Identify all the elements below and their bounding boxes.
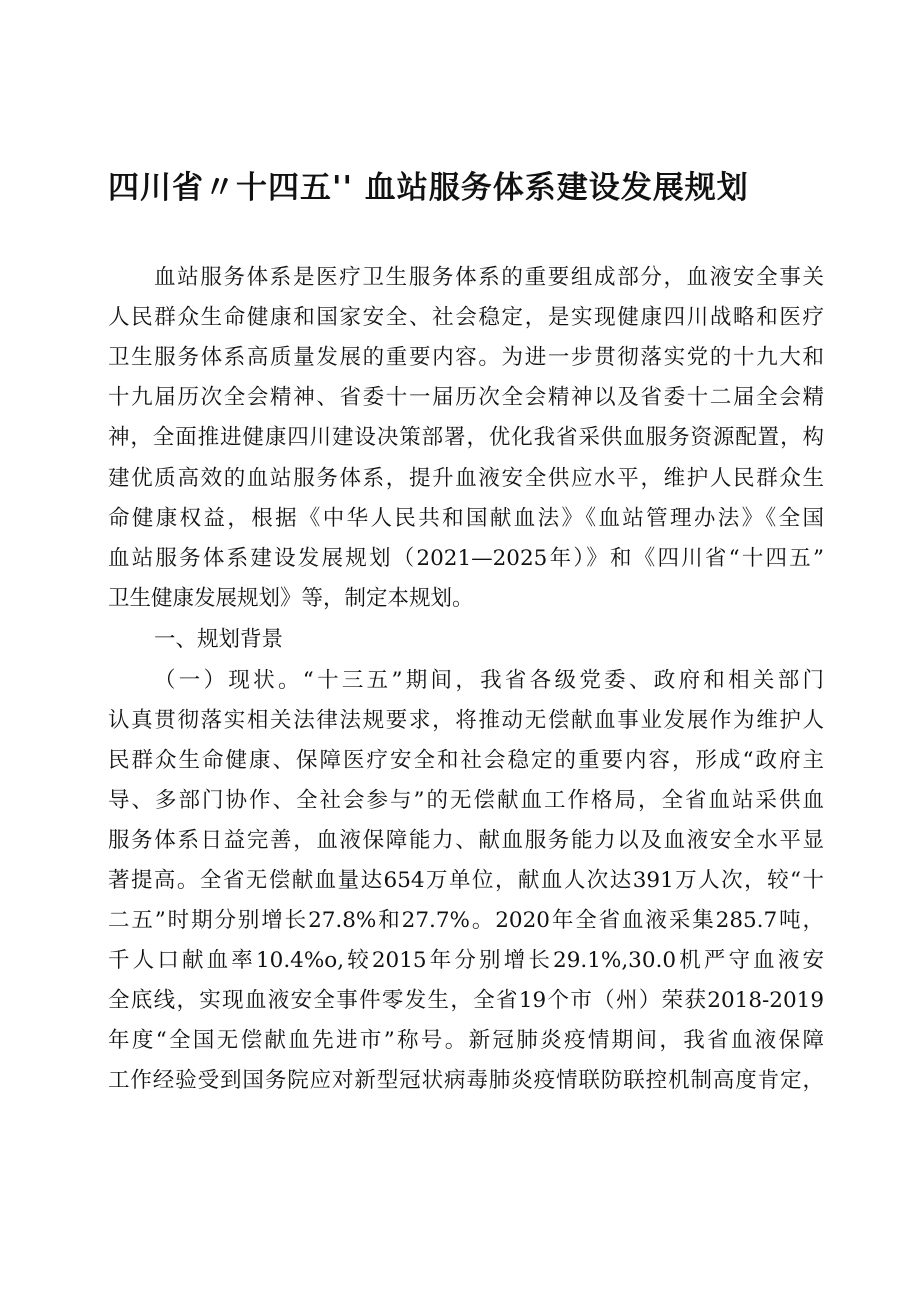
intro-line: 十九届历次全会精神、省委十一届历次全会精神以及省委十二届全会精 — [108, 385, 824, 410]
intro-line: 神，全面推进健康四川建设决策部署，优化我省采供血服务资源配置，构 — [108, 425, 824, 450]
status-line: 民群众生命健康、保障医疗安全和社会稳定的重要内容，形成“政府主 — [108, 748, 824, 773]
intro-line: 命健康权益，根据《中华人民共和国献血法》《血站管理办法》《全国 — [108, 506, 824, 531]
intro-line: 人民群众生命健康和国家安全、社会稳定，是实现健康四川战略和医疗 — [108, 305, 824, 330]
status-line: 全底线，实现血液安全事件零发生，全省19个市（州）荣获2018-2019 — [108, 988, 824, 1013]
status-line: 年度“全国无偿献血先进市”称号。新冠肺炎疫情期间，我省血液保障 — [108, 1028, 824, 1053]
status-line: 导、多部门协作、全社会参与”的无偿献血工作格局，全省血站采供血 — [108, 788, 824, 813]
intro-line: 建优质高效的血站服务体系，提升血液安全供应水平，维护人民群众生 — [108, 466, 824, 491]
status-line: 二五”时期分别增长27.8%和27.7%。2020年全省血液采集285.7吨， — [108, 908, 824, 933]
status-line: 工作经验受到国务院应对新型冠状病毒肺炎疫情联防联控机制高度肯定， — [108, 1068, 824, 1093]
status-line: 著提高。全省无偿献血量达654万单位，献血人次达391万人次，较“十 — [108, 868, 824, 893]
status-line: 服务体系日益完善，血液保障能力、献血服务能力以及血液安全水平显 — [108, 828, 824, 853]
status-line: 千人口献血率10.4%o,较2015年分别增长29.1%,30.0机严守血液安 — [108, 948, 824, 973]
intro-line: 卫生服务体系高质量发展的重要内容。为进一步贯彻落实党的十九大和 — [108, 345, 824, 370]
status-line: （一）现状。“十三五”期间，我省各级党委、政府和相关部门 — [154, 668, 824, 693]
status-line: 认真贯彻落实相关法律法规要求，将推动无偿献血事业发展作为维护人 — [108, 708, 824, 733]
intro-line: 卫生健康发展规划》等，制定本规划。 — [108, 586, 474, 611]
document-title: 四川省〃十四五'' 血站服务体系建设发展规划 — [108, 170, 749, 206]
intro-line: 血站服务体系建设发展规划（2021—2025年）》和《四川省“十四五” — [108, 546, 824, 571]
intro-line: 血站服务体系是医疗卫生服务体系的重要组成部分，血液安全事关 — [154, 265, 824, 290]
section-heading: 一、规划背景 — [154, 627, 284, 652]
